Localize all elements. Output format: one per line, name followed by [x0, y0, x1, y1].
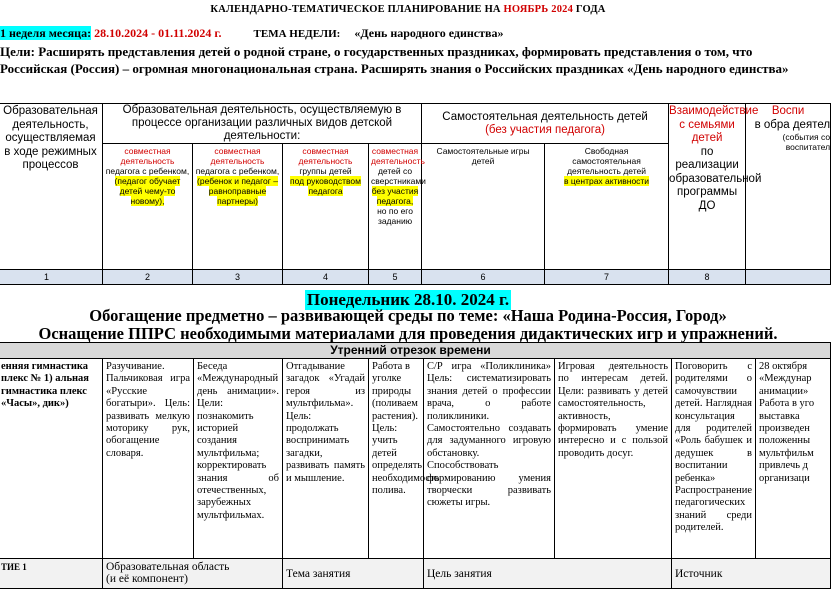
subcol-peers: совместная деятельность детей со сверстниками без участия педагога, но по его заданию [369, 144, 422, 270]
col-number: 1 [0, 270, 103, 285]
cell-riddles: Отгадывание загадок «Угадай героя из мультфильма». Цель: продолжать воспринимать загадки, развивать память и мышление. [283, 359, 369, 559]
week-dates: 28.10.2024 - 01.11.2024 г. [94, 26, 222, 40]
col-family-header: Взаимодействие с семьями детей по реализации образовательной программы ДО [669, 104, 746, 270]
goals-text: Цели: Расширять представления детей о родной стране, о государственных праздниках, формировать представления о том, что Российская (Россия) – огромная многонациональная страна. Расширять знания о Российских праздниках «День народного единства» [0, 44, 789, 76]
cell-conversation: Беседа «Международный день анимации». Цели: познакомить историей создания мультфильма; корректировать знания об отечественных, зарубежных мультфильмах. [194, 359, 283, 559]
col-joint-header: Образовательная деятельность, осуществляемую в процессе организации различных видов детской деятельности: [103, 104, 422, 144]
col-number: 3 [193, 270, 283, 285]
cell-parents: Поговорить с родителями о самочувствии детей. Наглядная консультация для родителей «Роль бабушек и дедушек в воспитании ребенка» Распространение педагогических знаний среди родителей. [672, 359, 756, 559]
cell-nature-corner: Работа в уголке природы (поливаем растения). Цель: учить детей определять необходимость полива. [369, 359, 424, 559]
col-number: 5 [369, 270, 422, 285]
lesson-label: ТИЕ 1 [0, 559, 103, 589]
col-regime-header: Образовательная деятельность, осуществляемая в ходе режимных процессов [0, 104, 103, 270]
lesson-goal-header: Цель занятия [424, 559, 672, 589]
cell-finger-game: Разучивание. Пальчиковая игра «Русские богатыри». Цель: развивать мелкую моторику рук, обогащение словаря. [103, 359, 194, 559]
subcol-free-activity: Свободная самостоятельная деятельность детей в центрах активности [545, 144, 669, 270]
subcol-group-guided: совместная деятельность группы детей под руководством педагога [283, 144, 369, 270]
header-prefix: КАЛЕНДАРНО-ТЕМАТИЧЕСКОЕ ПЛАНИРОВАНИЕ НА [210, 4, 501, 15]
col-independent-header: Самостоятельная деятельность детей (без участия педагога) [422, 104, 669, 144]
subcol-teacher-child-new: совместная деятельность педагога с ребенком, (педагог обучает детей чему-то новому), [103, 144, 193, 270]
subcol-teacher-child-partners: совместная деятельность педагога с ребенком, (ребенок и педагог – равноправные партнеры) [193, 144, 283, 270]
col-number: 4 [283, 270, 369, 285]
week-label: 1 неделя месяца: [0, 26, 92, 40]
week-line [0, 26, 503, 41]
document-header [0, 4, 816, 15]
col-number: 8 [669, 270, 746, 285]
monday-table [0, 342, 831, 589]
col-number: 6 [422, 270, 545, 285]
col-number: 2 [103, 270, 193, 285]
planning-table-header [0, 103, 831, 285]
educational-area-header: Образовательная область (и её компонент) [103, 559, 283, 589]
col-number [746, 270, 831, 285]
cell-role-play: С/Р игра «Поликлиника» Цель: систематизировать знания детей о профессии врача, о работе поликлиники. Самостоятельно создавать для задуманного игровую обстановку. Способствовать формированию умения творчески развивать сюжеты игры. [424, 359, 555, 559]
col-number: 7 [545, 270, 669, 285]
header-month: НОЯБРЬ 2024 [503, 4, 574, 15]
col-upbringing-header: Воспи в обра деятел (события со воспитател [746, 104, 831, 270]
header-suffix: ГОДА [575, 4, 606, 15]
subcol-independent-games: Самостоятельные игры детей [422, 144, 545, 270]
theme-label: ТЕМА НЕДЕЛИ: [253, 28, 341, 40]
cell-animation-day: 28 октября «Междунар анимации» Работа в уго выставка произведен положенны мультфильм привлечь д организаци [756, 359, 831, 559]
cell-gymnastics: енняя гимнастика плекс № 1) альная гимнастика плекс «Часы», дик») [0, 359, 103, 559]
morning-section-header: Утренний отрезок времени [0, 343, 831, 359]
column-numbers-row [0, 270, 831, 285]
week-theme: «День народного единства» [354, 26, 504, 40]
day-title: Понедельник 28.10. 2024 г. [306, 290, 510, 309]
source-header: Источник [672, 559, 831, 589]
equipment-line: Оснащение ППРС необходимыми материалами для проведения дидактических игр и упражнений. [38, 324, 778, 343]
environment-line: Обогащение предметно – развивающей среды по теме: «Наша Родина-Россия, Город» [89, 306, 727, 325]
lesson-topic-header: Тема занятия [283, 559, 424, 589]
cell-free-play: Игровая деятельность по интересам детей. Цели: развивать у детей самостоятельность, активность, формировать умение интересно и с пользой проводить досуг. [555, 359, 672, 559]
